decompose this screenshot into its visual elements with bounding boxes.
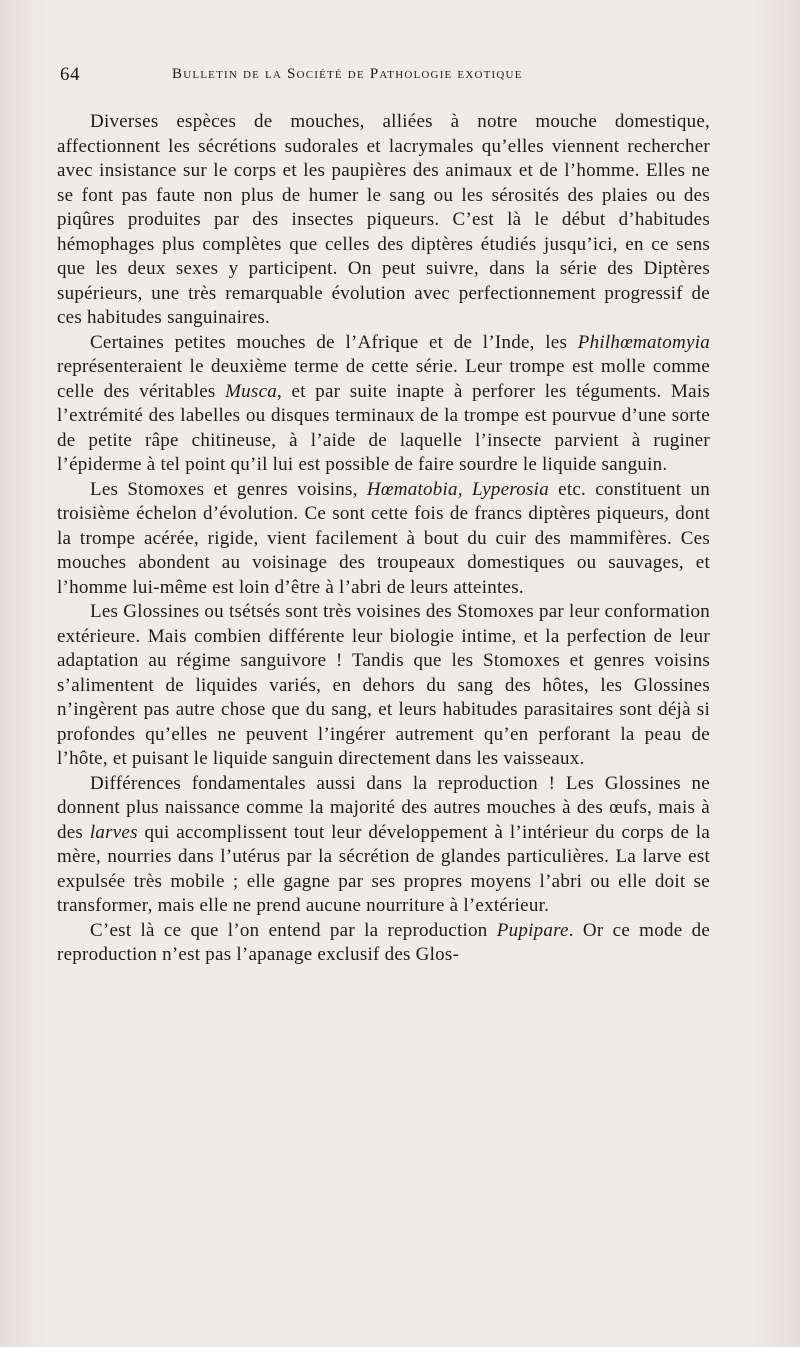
paragraph bbox=[57, 772, 710, 919]
text-run: etc. constituent un troisième échelon d’évolution. Ce sont cette fois de francs diptères piqueurs, dont la trompe acérée, rigide, vient facilement à bout du cuir des mammifères. Ces mouches abondent au voisinage des troupeaux domestiques ou sauvages, et l’homme lui-même est loin d’être à l’abri de leurs atteintes. bbox=[57, 478, 710, 598]
running-head bbox=[60, 64, 720, 92]
text-run: Les Glossines ou tsétsés sont très voisines des Stomoxes par leur conformation extérieure. Mais combien différente leur biologie intime, et la perfection de leur adaptation au régime sanguivore ! Tandis que les Stomoxes et genres voisins s’alimentent de liquides variés, en dehors du sang des hôtes, les Glossines n’ingèrent pas autre chose que du sang, et leurs habitudes parasitaires sont déjà si profondes qu’elles ne peuvent l’ingérer autrement qu’en perforant la peau de l’hôte, et puisant le liquide sanguin directement dans les vaisseaux. bbox=[57, 601, 710, 769]
body-text bbox=[57, 110, 710, 968]
italic-text: Hœmatobia bbox=[366, 478, 458, 500]
italic-text: Pupipare bbox=[496, 919, 569, 941]
italic-text: Lyperosia bbox=[471, 478, 549, 500]
paragraph bbox=[57, 478, 710, 601]
italic-text: Musca bbox=[225, 380, 277, 402]
text-run: Certaines petites mouches de l’Afrique et de l’Inde, les bbox=[90, 331, 578, 353]
text-run: Les Stomoxes et genres voisins, bbox=[90, 478, 367, 500]
paragraph bbox=[57, 919, 710, 968]
page-number: 64 bbox=[60, 64, 80, 85]
italic-text: larves bbox=[89, 821, 138, 843]
text-run: . Or ce mode de reproduction n’est pas l’apanage exclusif des Glos- bbox=[57, 919, 711, 965]
text-run: C’est là ce que l’on entend par la reproduction bbox=[90, 919, 497, 941]
text-run: Différences fondamentales aussi dans la reproduction ! Les Glossines ne donnent plus naissance comme la majorité des autres mouches à des œufs, mais à des bbox=[57, 772, 710, 843]
journal-title: Bulletin de la Société de Pathologie exotique bbox=[172, 66, 523, 82]
text-run: , et par suite inapte à perforer les téguments. Mais l’extrémité des labelles ou disques terminaux de la trompe est pourvue d’une sorte de petite râpe chitineuse, à l’aide de laquelle l’insecte parvient à ruginer l’épiderme à tel point qu’il lui est possible de faire sourdre le liquide sanguin. bbox=[57, 380, 710, 475]
paragraph bbox=[57, 600, 710, 772]
text-run: représenteraient le deuxième terme de cette série. Leur trompe est molle comme celle des véritables bbox=[57, 356, 710, 402]
text-run: qui accomplissent tout leur développement à l’intérieur du corps de la mère, nourries dans l’utérus par la sécrétion de glandes particulières. La larve est expulsée très mobile ; elle gagne par ses propres moyens l’abri ou elle doit se transformer, mais elle ne prend aucune nourriture à l’extérieur. bbox=[57, 821, 711, 916]
paragraph bbox=[57, 110, 710, 331]
paragraph bbox=[57, 331, 710, 478]
text-run: Diverses espèces de mouches, alliées à notre mouche domestique, affectionnent les sécrétions sudorales et lacrymales qu’elles viennent rechercher avec insistance sur le corps et les paupières des animaux et de l’homme. Elles ne se font pas faute non plus de humer le sang ou les sérosités des plaies ou des piqûres produites par des insectes piqueurs. C’est là le début d’habitudes hémophages plus complètes que celles des diptères étudiés jusqu’ici, en ce sens que les deux sexes y participent. On peut suivre, dans la série des Diptères supérieurs, une très remarquable évolution avec perfectionnement progressif de ces habitudes sanguinaires. bbox=[57, 111, 710, 328]
text-run: , bbox=[457, 478, 472, 500]
italic-text: Philhœmatomyia bbox=[577, 331, 710, 353]
